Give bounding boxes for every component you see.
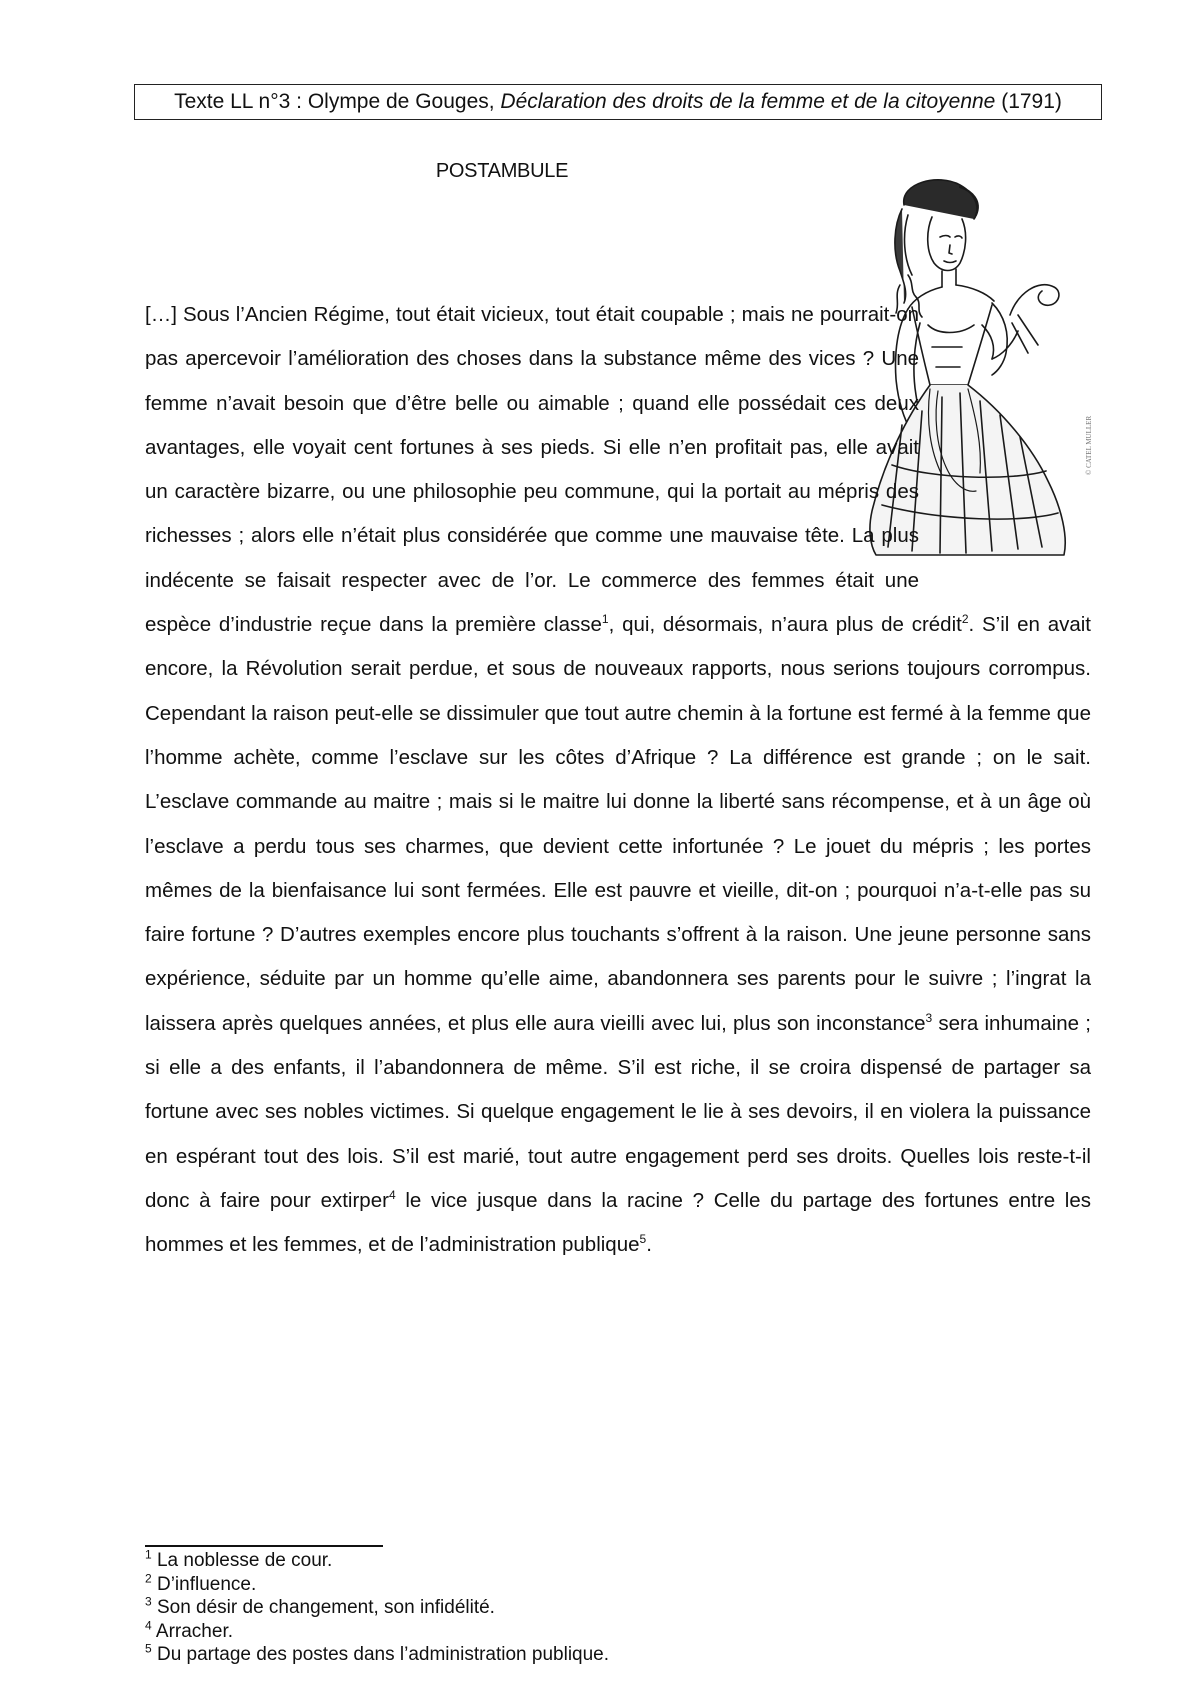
document-header bbox=[134, 84, 1102, 120]
body-segment: sera inhumaine ; si elle a des enfants, il l’abandonnera de même. S’il est riche, il se croira dispensé de partager sa fortune avec ses nobles victimes. Si quelque engagement le lie à ses devoirs, il en violera la puissance en espérant tout des lois. S’il est marié, tout autre engagement perd ses droits. Quelles lois reste-t-il donc à faire pour extirper bbox=[145, 1011, 1091, 1212]
footnote-number: 2 bbox=[145, 1571, 152, 1586]
footnote-number: 3 bbox=[145, 1594, 152, 1609]
body-segment: . S’il en avait encore, la Révolution serait perdue, et sous de nouveaux rapports, nous serions toujours corrompus. Cependant la raison peut-elle se dissimuler que tout autre chemin à la fortune est fermé à la femme que l’homme achète, comme l’esclave sur les côtes d’Afrique ? La différence est grande ; on le sait. L’esclave commande au maitre ; mais si le maitre lui donne la liberté sans récompense, et à un âge où l’esclave a perdu tous ses charmes, que devient cette infortunée ? Le jouet du mépris ; les portes mêmes de la bienfaisance lui sont fermées. Elle est pauvre et vieille, dit-on ; pourquoi n’a-t-elle pas su faire fortune ? D’autres exemples encore plus touchants s’offrent à la raison. Une jeune personne sans expérience, séduite par un homme qu’elle aime, abandonnera ses parents pour le suivre ; l’ingrat la laissera après quelques années, et plus elle aura vieilli avec lui, plus son inconstance bbox=[145, 613, 1091, 1035]
footnote-text: Du partage des postes dans l’administration publique. bbox=[151, 1644, 610, 1665]
work-year: (1791) bbox=[1001, 90, 1062, 113]
footnote-ref: 5 bbox=[639, 1232, 647, 1247]
footnote-text: Arracher. bbox=[151, 1620, 234, 1642]
footnote-item bbox=[145, 1643, 609, 1667]
footnote-item bbox=[145, 1620, 609, 1644]
footnote-divider bbox=[145, 1545, 383, 1547]
author-name: Olympe de Gouges, bbox=[307, 90, 495, 113]
body-segment: , qui, désormais, n’aura plus de crédit bbox=[608, 613, 962, 637]
footnote-item bbox=[145, 1573, 609, 1597]
postambule-text bbox=[145, 293, 1091, 1268]
footnote-number: 5 bbox=[145, 1641, 152, 1656]
body-segment: […] Sous l’Ancien Régime, tout était vicieux, tout était coupable ; mais ne pourrait-on pas apercevoir l’amélioration des choses dans la substance même des vices ? Une femme n’avait besoin que d’être belle ou aimable ; quand elle possédait ces deux avantages, elle voyait cent fortunes à ses pieds. Si elle n’en profitait pas, elle avait un caractère bizarre, ou une philosophie peu commune, qui la portait au mépris des richesses ; alors elle n’était plus considérée que comme une mauvaise tête. La plus indécente se faisait respecter avec de l’or. Le commerce des femmes était une espèce d’industrie reçue dans la première classe bbox=[145, 303, 919, 637]
footnote-item bbox=[145, 1549, 609, 1573]
footnote-text: La noblesse de cour. bbox=[151, 1550, 333, 1571]
footnote-number: 4 bbox=[145, 1618, 152, 1633]
footnote-number: 1 bbox=[145, 1547, 152, 1562]
work-title: Déclaration des droits de la femme et de la citoyenne bbox=[500, 90, 996, 113]
illustration-credit: © CATEL MULLER bbox=[1085, 415, 1093, 475]
footnote-ref: 4 bbox=[388, 1188, 396, 1203]
footnote-ref: 1 bbox=[601, 612, 609, 627]
section-title: POSTAMBULE bbox=[435, 160, 569, 182]
body-segment: . bbox=[646, 1233, 652, 1257]
footnote-ref: 2 bbox=[961, 612, 969, 627]
text-label: Texte LL n°3 : bbox=[174, 90, 302, 113]
footnote-text: D’influence. bbox=[151, 1573, 257, 1595]
body-segment: le vice jusque dans la racine ? Celle du partage des fortunes entre les hommes et les femmes, et de l’administration publique bbox=[145, 1188, 1092, 1257]
footnote-item bbox=[145, 1596, 609, 1620]
footnote-ref: 3 bbox=[925, 1010, 933, 1025]
illustration-wrap-space bbox=[919, 293, 1091, 588]
footnotes bbox=[145, 1549, 609, 1667]
footnote-text: Son désir de changement, son infidélité. bbox=[151, 1597, 495, 1618]
